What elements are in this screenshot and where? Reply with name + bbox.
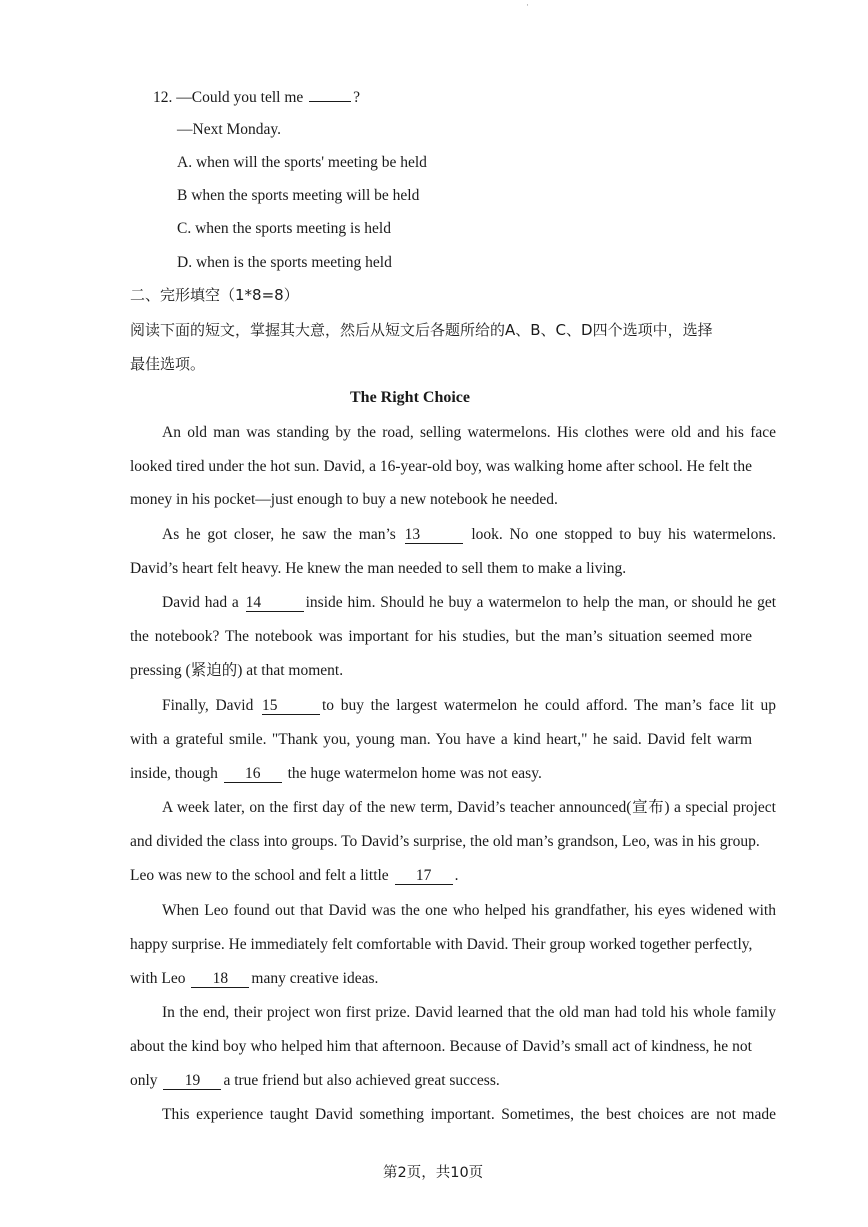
passage-line: When Leo found out that David was the one who helped his grandfather, his eyes widened with — [162, 902, 776, 919]
cloze-blank: 13 — [405, 527, 463, 544]
passage-line: pressing (紧迫的) at that moment. — [130, 662, 344, 679]
passage-line: looked tired under the hot sun. David, a 16-year-old boy, was walking home after school. He felt the — [130, 458, 752, 475]
passage-line: An old man was standing by the road, selling watermelons. His clothes were old and his face — [162, 424, 776, 441]
question-12-option-c: C. when the sports meeting is held — [177, 220, 391, 237]
question-12-stem: 12. —Could you tell me ? — [153, 89, 361, 106]
page-number: 第2页，共10页 — [383, 1165, 484, 1181]
passage-line: inside, though 16 the huge watermelon home was not easy. — [130, 765, 542, 782]
passage-line: the notebook? The notebook was important for his studies, but the man’s situation seemed more — [130, 628, 752, 645]
cloze-blank: 17 — [395, 868, 453, 885]
section-heading: 二、完形填空（1*8=8） — [130, 286, 299, 304]
scan-mark: · — [526, 0, 529, 10]
passage-line: and divided the class into groups. To David’s surprise, the old man’s grandson, Leo, was in his group. — [130, 833, 760, 850]
passage-title: The Right Choice — [350, 389, 470, 406]
passage-line: money in his pocket—just enough to buy a new notebook he needed. — [130, 491, 558, 508]
passage-line: As he got closer, he saw the man’s 13 look. No one stopped to buy his watermelons. — [162, 526, 776, 543]
passage-line: This experience taught David something important. Sometimes, the best choices are not made — [162, 1106, 776, 1123]
passage-line: In the end, their project won first prize. David learned that the old man had told his whole family — [162, 1004, 776, 1021]
question-12-response: —Next Monday. — [177, 121, 282, 138]
section-instruction-cont: 最佳选项。 — [130, 355, 206, 373]
question-12-option-a: A. when will the sports' meeting be held — [177, 154, 427, 171]
passage-line: with Leo 18 many creative ideas. — [130, 970, 379, 987]
passage-line: Leo was new to the school and felt a little 17 . — [130, 867, 459, 884]
passage-line: A week later, on the first day of the new term, David’s teacher announced(宣布) a special project — [162, 799, 776, 816]
passage-line: with a grateful smile. "Thank you, young man. You have a kind heart," he said. David felt warm — [130, 731, 752, 748]
cloze-blank: 18 — [191, 971, 249, 988]
cloze-blank: 19 — [163, 1073, 221, 1090]
question-12-option-b: B when the sports meeting will be held — [177, 187, 420, 204]
passage-line: happy surprise. He immediately felt comfortable with David. Their group worked together perfectly, — [130, 936, 753, 953]
question-12-option-d: D. when is the sports meeting held — [177, 254, 392, 271]
cloze-blank: 15 — [262, 698, 320, 715]
passage-line: about the kind boy who helped him that afternoon. Because of David’s small act of kindness, he not — [130, 1038, 752, 1055]
cloze-blank: 16 — [224, 766, 282, 783]
section-instruction: 阅读下面的短文，掌握其大意，然后从短文后各题所给的A、B、C、D四个选项中，选择 — [130, 321, 713, 339]
answer-blank — [309, 101, 351, 102]
passage-line: David had a 14 inside him. Should he buy a watermelon to help the man, or should he get — [162, 594, 777, 611]
passage-line: Finally, David 15 to buy the largest watermelon he could afford. The man’s face lit up — [162, 697, 776, 714]
passage-line: only 19 a true friend but also achieved great success. — [130, 1072, 500, 1089]
cloze-blank: 14 — [246, 595, 304, 612]
passage-line: David’s heart felt heavy. He knew the man needed to sell them to make a living. — [130, 560, 627, 577]
